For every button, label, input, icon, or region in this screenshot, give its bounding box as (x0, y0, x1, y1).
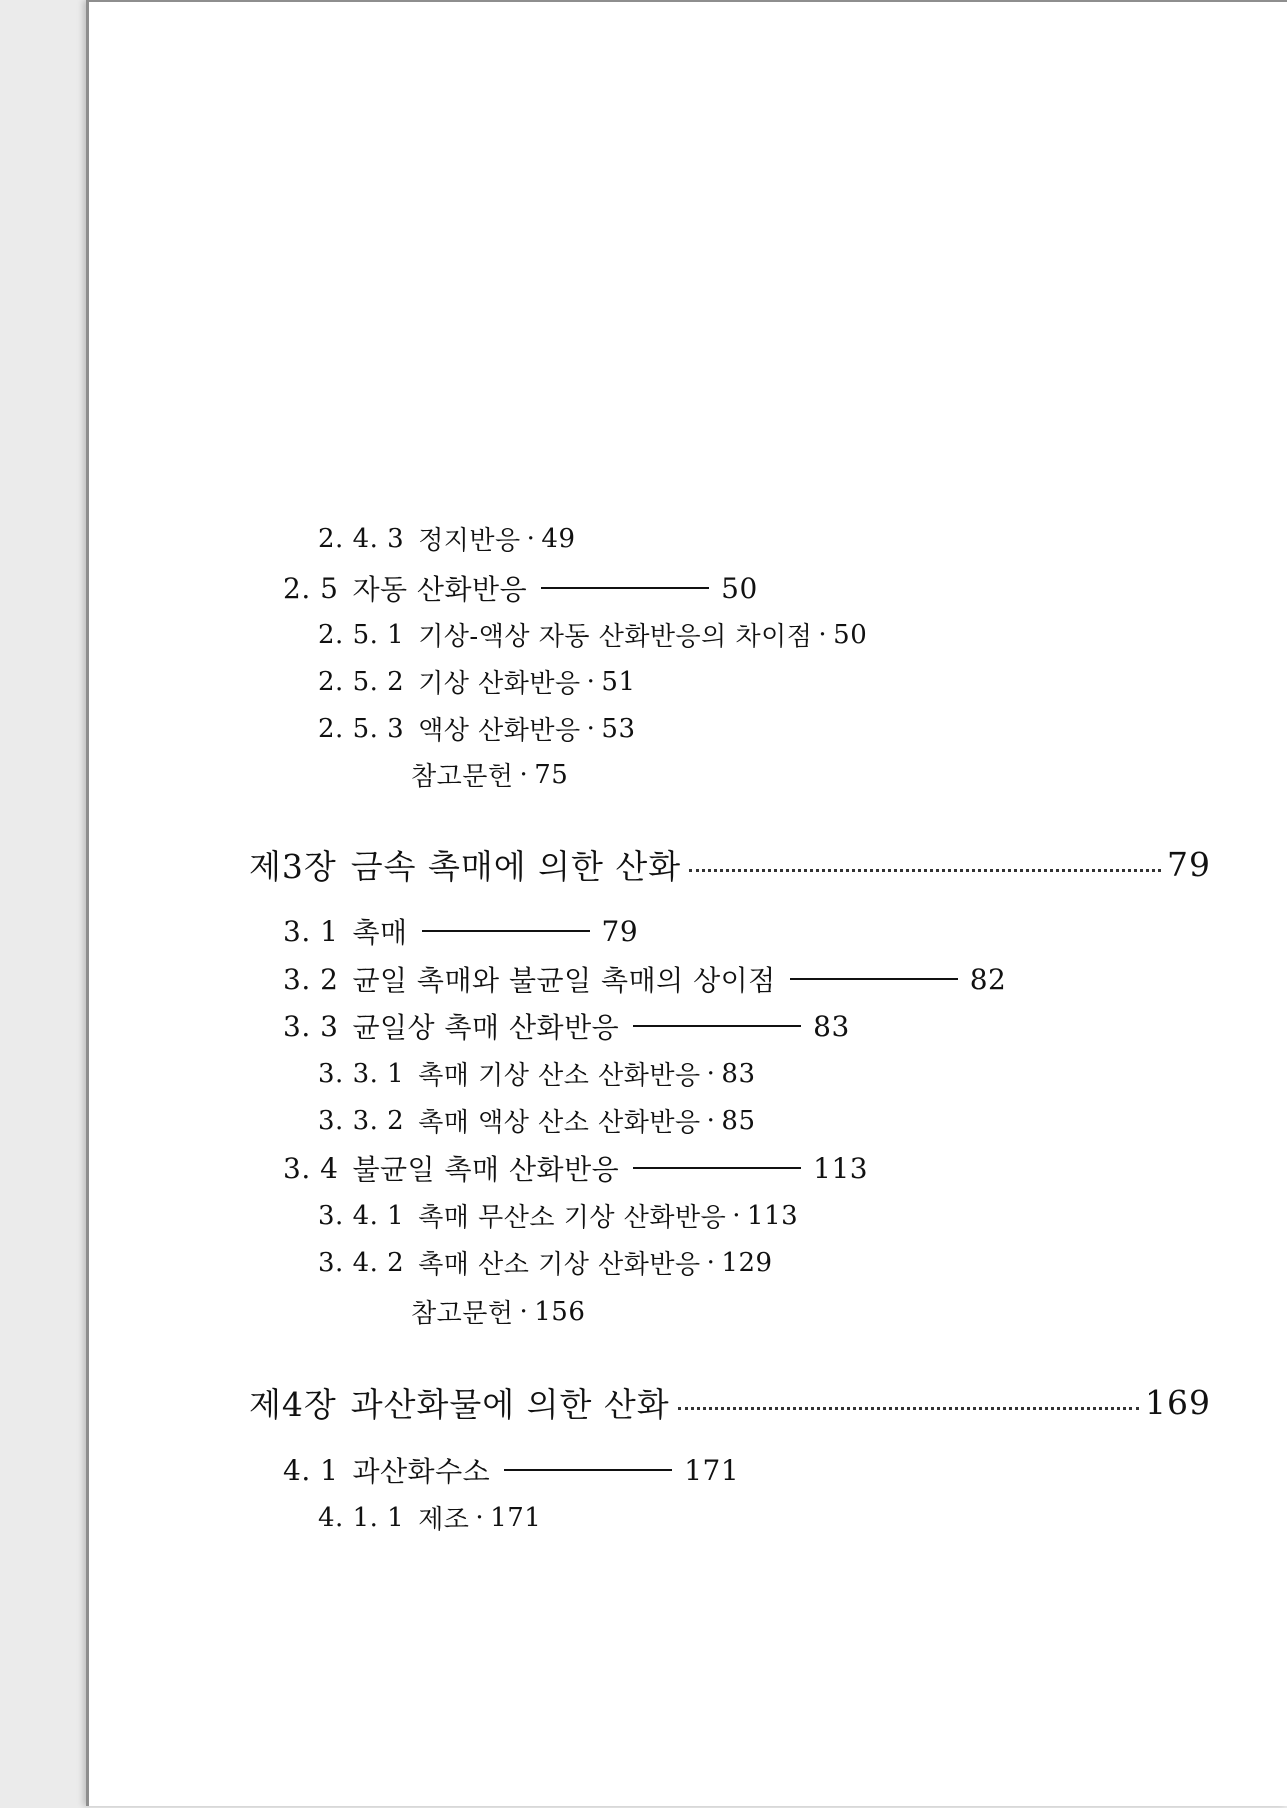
page-number: 50 (721, 571, 758, 605)
chapter-title: 과산화물에 의한 산화 (350, 1385, 670, 1424)
page-number: 49 (541, 523, 576, 554)
page-number: 171 (490, 1502, 542, 1533)
toc-entry-2-5 (283, 568, 758, 608)
page-number: 83 (813, 1009, 850, 1043)
page-number: 169 (1145, 1383, 1211, 1422)
toc-entry-3-4 (283, 1148, 868, 1188)
section-title: 촉매 액상 산소 산화반응 (418, 1108, 701, 1138)
toc-entry-2-5-3 (318, 710, 636, 747)
toc-entry-3-1 (283, 911, 638, 951)
page-separator: · (706, 1105, 716, 1136)
section-title: 자동 산화반응 (352, 573, 528, 606)
page-number: 113 (813, 1151, 869, 1185)
page-number: 82 (969, 962, 1007, 996)
section-title: 참고문헌 (411, 1299, 514, 1329)
section-title: 기상-액상 자동 산화반응의 차이점 (418, 622, 813, 652)
leader-rule (422, 930, 590, 932)
toc-entry-3-4-2 (318, 1244, 773, 1281)
page-separator: · (732, 1200, 742, 1231)
chapter-title: 금속 촉매에 의한 산화 (350, 847, 682, 886)
toc-entry-2-4-3 (318, 520, 576, 557)
toc-entry-2-5-1 (318, 616, 867, 653)
section-number: 4. 1 (283, 1453, 339, 1487)
section-number: 4. 1. 1 (318, 1502, 405, 1533)
section-title: 촉매 무산소 기상 산화반응 (418, 1203, 727, 1233)
section-title: 기상 산화반응 (418, 669, 581, 699)
page-separator: · (706, 1247, 716, 1278)
leader-rule (541, 587, 709, 589)
section-title: 액상 산화반응 (418, 716, 581, 746)
page-separator: · (586, 666, 596, 697)
section-number: 3. 4 (283, 1151, 339, 1185)
page-number: 171 (684, 1453, 740, 1487)
page-separator: · (475, 1502, 485, 1533)
toc-entry-4-1-1 (318, 1499, 541, 1536)
section-number: 3. 3. 1 (318, 1058, 405, 1089)
toc-entry-3-4-1 (318, 1197, 798, 1234)
page-number: 129 (721, 1247, 773, 1278)
page-number: 75 (534, 759, 569, 790)
section-number: 3. 2 (283, 962, 339, 996)
toc-entry-references-ch2 (411, 756, 568, 793)
page-number: 113 (747, 1200, 799, 1231)
section-title: 촉매 (352, 916, 408, 949)
section-title: 과산화수소 (352, 1455, 491, 1488)
section-title: 제조 (418, 1505, 470, 1535)
page-separator: · (526, 523, 536, 554)
section-title: 촉매 기상 산소 산화반응 (418, 1061, 701, 1091)
toc-entry-4-1 (283, 1450, 739, 1490)
section-number: 3. 3 (283, 1009, 339, 1043)
toc-entry-3-3-1 (318, 1055, 756, 1092)
toc-entry-references-ch3 (411, 1293, 585, 1330)
section-title: 정지반응 (418, 526, 521, 556)
page-separator: · (519, 759, 529, 790)
page-number: 53 (601, 713, 636, 744)
toc-entry-3-3-2 (318, 1102, 756, 1139)
leader-rule (504, 1469, 672, 1471)
page-separator: · (519, 1296, 529, 1327)
page-number: 156 (534, 1296, 586, 1327)
section-number: 3. 1 (283, 914, 339, 948)
section-number: 2. 4. 3 (318, 523, 405, 554)
toc-entry-3-2 (283, 959, 1006, 999)
section-title: 참고문헌 (411, 762, 514, 792)
section-number: 3. 4. 2 (318, 1247, 405, 1278)
section-number: 2. 5 (283, 571, 339, 605)
section-title: 불균일 촉매 산화반응 (352, 1153, 620, 1186)
section-title: 균일상 촉매 산화반응 (352, 1011, 620, 1044)
page-number: 50 (833, 619, 868, 650)
toc-entry-2-5-2 (318, 663, 636, 700)
toc-chapter-4 (249, 1379, 1211, 1426)
page-number: 79 (1167, 845, 1211, 884)
section-title: 균일 촉매와 불균일 촉매의 상이점 (352, 964, 776, 997)
toc-chapter-3 (249, 841, 1211, 888)
section-number: 2. 5. 2 (318, 666, 405, 697)
chapter-number: 제3장 (249, 847, 337, 886)
page-separator: · (818, 619, 828, 650)
page-number: 85 (721, 1105, 756, 1136)
page-number: 51 (601, 666, 636, 697)
page-number: 79 (601, 914, 639, 948)
section-number: 3. 3. 2 (318, 1105, 405, 1136)
leader-rule (790, 978, 958, 980)
leader-rule (633, 1025, 801, 1027)
section-number: 2. 5. 1 (318, 619, 405, 650)
toc-entry-3-3 (283, 1006, 850, 1046)
chapter-number: 제4장 (249, 1385, 337, 1424)
section-title: 촉매 산소 기상 산화반응 (418, 1250, 701, 1280)
page-number: 83 (721, 1058, 756, 1089)
section-number: 2. 5. 3 (318, 713, 405, 744)
leader-rule (633, 1167, 801, 1169)
dot-leader (689, 869, 1161, 872)
section-number: 3. 4. 1 (318, 1200, 405, 1231)
document-page (86, 0, 1287, 1806)
page-separator: · (586, 713, 596, 744)
page-separator: · (706, 1058, 716, 1089)
dot-leader (678, 1407, 1139, 1410)
table-of-contents (89, 2, 1287, 1808)
